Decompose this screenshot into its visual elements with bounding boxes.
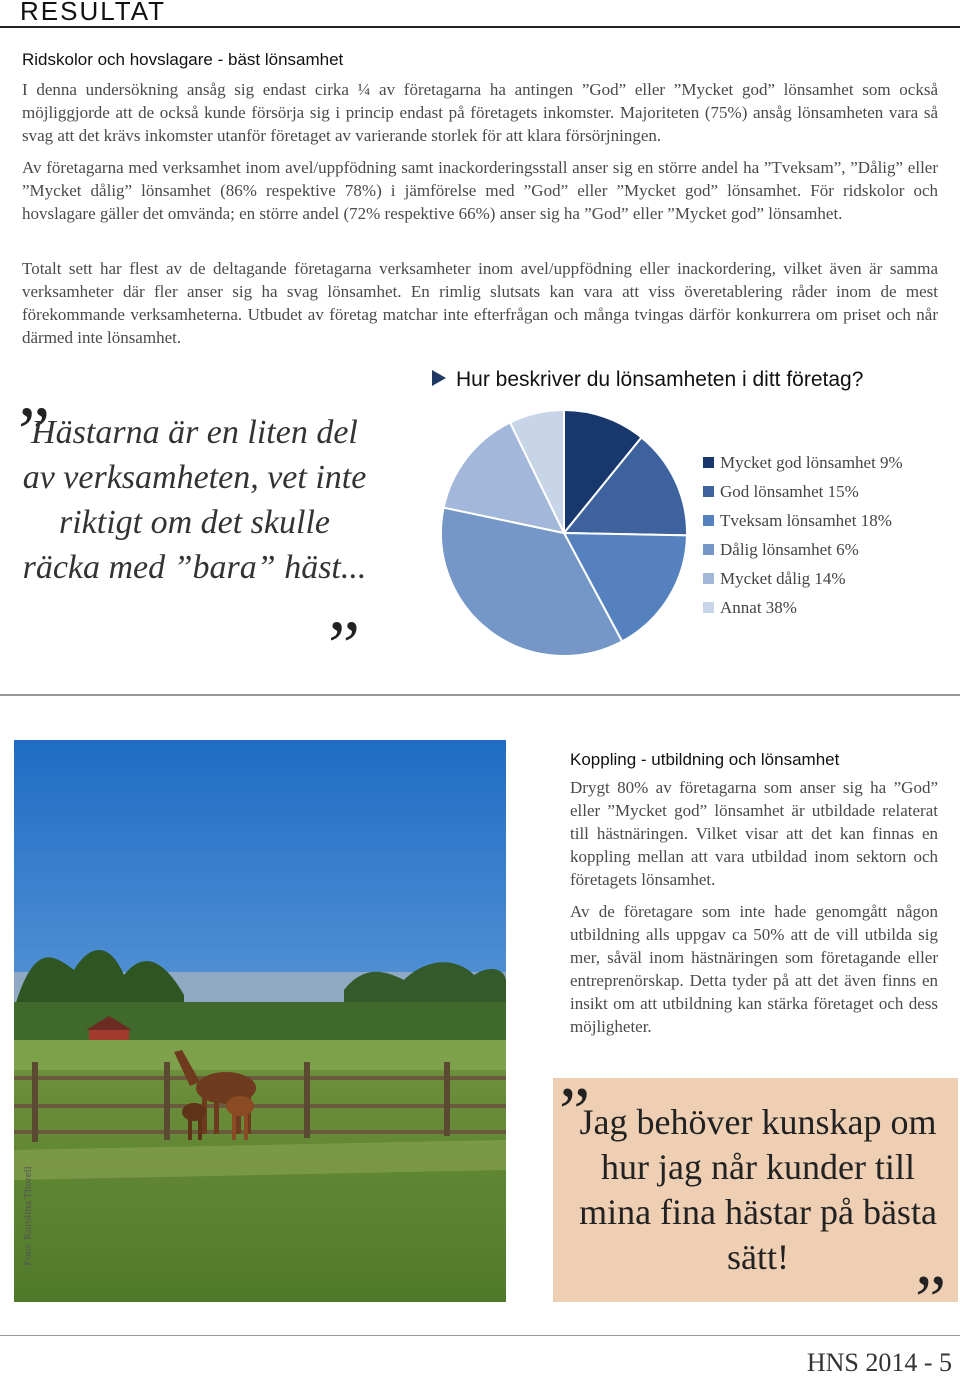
legend-swatch: [703, 573, 714, 584]
legend-label: Mycket god lönsamhet 9%: [720, 452, 903, 472]
chart-title-text: Hur beskriver du lönsamheten i ditt företag?: [456, 368, 864, 391]
paragraph-education-2: Av de företagare som inte hade genomgått någon utbildning alls uppgav ca 50% att de vill utbilda sig mer, såväl inom hästnäringen som företagande eller entreprenörskap. Detta tyder på att det även finns en insikt om att utbildning kan stärka företaget och dess möjligheter.: [570, 902, 938, 1036]
legend-label: Annat 38%: [720, 597, 797, 617]
legend-label: Mycket dålig 14%: [720, 568, 846, 588]
page-footer: HNS 2014 - 5: [806, 1348, 952, 1377]
section-divider: [0, 694, 960, 696]
close-quote-mark: ”: [328, 606, 360, 686]
chart-title: [432, 368, 863, 392]
chart-legend: [703, 448, 903, 622]
pull-quote-customers: Jag behöver kunskap om hur jag når kunder till mina fina hästar på bästa sätt!: [579, 1102, 937, 1277]
legend-item: [703, 477, 903, 506]
footer-divider: [0, 1335, 960, 1336]
legend-item: [703, 564, 903, 593]
legend-swatch: [703, 602, 714, 613]
triangle-bullet-icon: [432, 370, 446, 386]
paragraph-3: Totalt sett har flest av de deltagande företagarna verksamheter inom avel/uppfödning eller inackordering, vilket även är samma verksamheter där fler anser sig ha svag lönsamhet. En rimlig slutsats kan vara att viss överetablering råder inom de mest förekommande verksamheterna. Utbudet av företag matchar inte efterfrågan och många tvingas därför konkurrera om priset och når därmed inte lönsamhet.: [22, 259, 938, 347]
section-heading-education: Koppling - utbildning och lönsamhet: [570, 750, 840, 769]
legend-item: [703, 506, 903, 535]
legend-item: [703, 535, 903, 564]
close-quote-mark: ”: [915, 1262, 947, 1339]
section-heading-profitability: Ridskolor och hovslagare - bäst lönsamhet: [22, 50, 344, 69]
photo-credit: Foto: Karolina Thorell: [22, 1166, 34, 1266]
pie-chart: [432, 402, 696, 664]
legend-swatch: [703, 486, 714, 497]
section-title: RESULTAT: [20, 0, 167, 26]
pull-quote-box: [553, 1074, 958, 1339]
section-header: [0, 0, 960, 28]
legend-item: [703, 593, 903, 622]
legend-label: Tveksam lönsamhet 18%: [720, 510, 892, 530]
paragraph-2: Av företagarna med verksamhet inom avel/uppfödning samt inackorderingsstall anser sig en större andel ha ”Tveksam”, ”Dålig” eller ”Mycket dålig” lönsamhet (86% respektive 78%) i jämförelse med ”God” eller ”Mycket god” lönsamhet. För ridskolor och hovslagare gäller det omvända; en större andel (72% respektive 66%) anser sig ha ”God” eller ”Mycket god” lönsamhet.: [22, 158, 938, 223]
open-quote-mark: ”: [18, 392, 50, 472]
legend-item: [703, 448, 903, 477]
legend-swatch: [703, 515, 714, 526]
pull-quote-horses: Hästarna är en liten del av verksamheten, vet inte riktigt om det skulle räcka med ”bara” häst...: [22, 414, 367, 586]
paragraph-education-1: Drygt 80% av företagarna som anser sig ha ”God” eller ”Mycket god” lönsamhet är utbildade relaterat till hästnäringen. Vilket visar att det kan finnas en koppling mellan att vara utbildad inom sektorn och företagets lönsamhet.: [570, 778, 938, 889]
legend-swatch: [703, 457, 714, 468]
paragraph-1: I denna undersökning ansåg sig endast cirka ¼ av företagarna ha antingen ”God” eller ”Mycket god” lönsamhet som också möjliggjorde att de också kunde försörja sig i princip endast på företagets inkomster. Majoriteten (75%) ansåg lönsamheten vara så svag att det krävs inkomster utanför företaget av varierande storlek för att klara försörjningen.: [22, 80, 938, 145]
open-quote-mark: ”: [559, 1074, 591, 1151]
legend-label: God lönsamhet 15%: [720, 481, 859, 501]
horse-pasture-photo: [14, 740, 506, 1302]
legend-swatch: [703, 544, 714, 555]
legend-label: Dålig lönsamhet 6%: [720, 539, 859, 559]
